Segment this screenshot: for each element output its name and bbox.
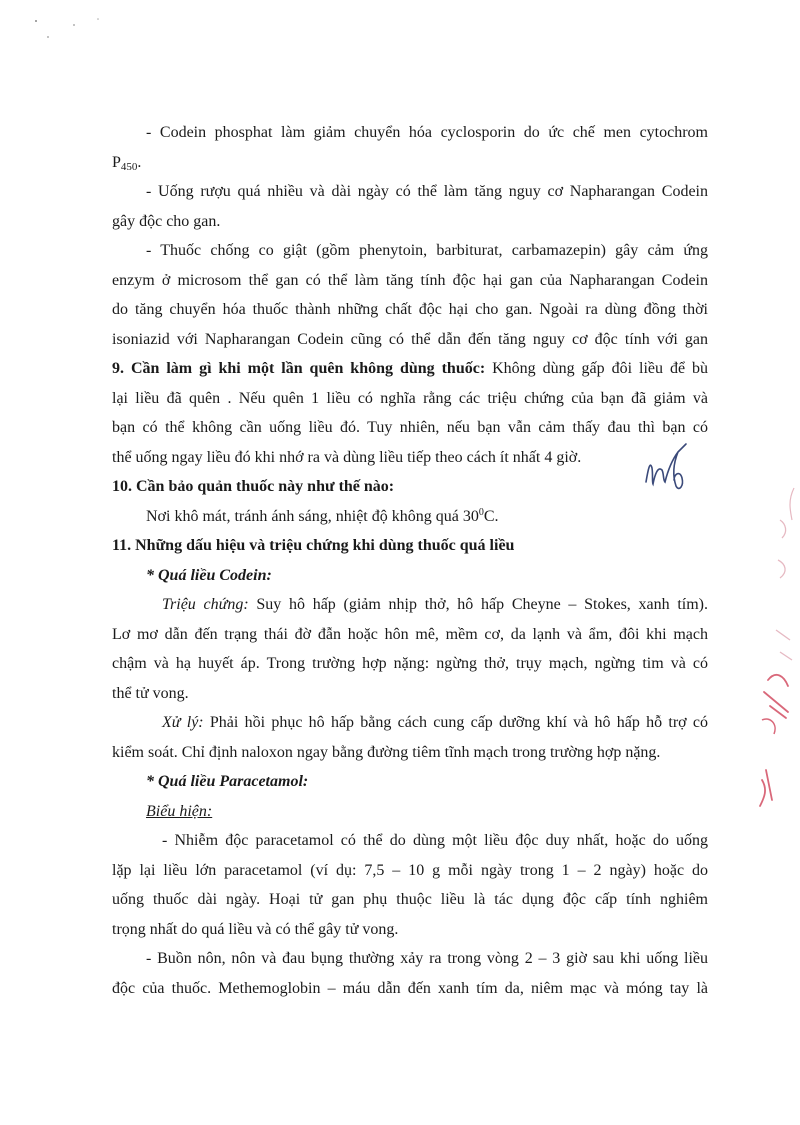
paracetamol-overdose-title: * Quá liều Paracetamol:	[146, 773, 309, 790]
xu-ly-line-1: Xử lý: Phải hồi phục hô hấp bằng cách cung cấp dưỡng khí và hô hấp hỗ trợ có	[162, 714, 709, 731]
trieu-chung-line-1: Triệu chứng: Suy hô hấp (giảm nhịp thở, hô hấp Cheyne – Stokes, xanh tím).	[162, 596, 708, 613]
xu-ly-label: Xử lý:	[162, 714, 204, 731]
paragraph-chong-co-giat-1: - Thuốc chống co giật (gồm phenytoin, barbiturat, carbamazepin) gây cảm ứng	[146, 242, 708, 259]
bieu-hien-label: Biểu hiện:	[146, 802, 213, 820]
trieu-chung-line-4: thể tử vong.	[112, 684, 189, 702]
scan-specks	[30, 15, 110, 55]
buon-non-line-2: độc của thuốc. Methemoglobin – máu dẫn đến xanh tím da, niêm mạc và móng tay là	[112, 979, 708, 997]
document-body	[112, 118, 708, 1003]
section-9-line-2: lại liều đã quên . Nếu quên 1 liều có nghĩa rằng các triệu chứng của bạn đã giảm và	[112, 389, 708, 407]
trieu-chung-label: Triệu chứng:	[162, 596, 249, 613]
section-10-heading: 10. Cần bảo quản thuốc này như thế nào:	[112, 478, 395, 495]
section-9-line-1: 9. Cần làm gì khi một lần quên không dùng thuốc: Không dùng gấp đôi liều để bù	[112, 360, 708, 377]
bieu-hien-line	[112, 797, 708, 827]
paragraph-ruou-line-2: gây độc cho gan.	[112, 212, 221, 230]
codein-overdose-title: * Quá liều Codein:	[146, 566, 272, 584]
nhiem-doc-line-1: - Nhiễm độc paracetamol có thể do dùng một liều độc duy nhất, hoặc do uống	[162, 832, 708, 849]
degree-superscript: 0	[478, 506, 484, 518]
section-11-heading: 11. Những dấu hiệu và triệu chứng khi dùng thuốc quá liều	[112, 537, 515, 554]
nhiem-doc-line-2: lặp lại liều lớn paracetamol (ví dụ: 7,5 – 10 g mỗi ngày trong 1 – 2 ngày) hoặc do	[112, 861, 708, 879]
stamp-fragment	[758, 480, 800, 830]
paragraph-chong-co-giat-2: enzym ở microsom thể gan có thể làm tăng tính độc hại gan của Napharangan Codein	[112, 271, 708, 289]
paragraph-chong-co-giat-3: do tăng chuyển hóa thuốc thành những chất độc hại cho gan. Ngoài ra dùng đồng thời	[112, 301, 708, 318]
paragraph-cytochrom-p450: $P_{450}$.	[112, 153, 142, 173]
xu-ly-line-2: kiểm soát. Chỉ định naloxon ngay bằng đường tiêm tĩnh mạch trong trường hợp nặng.	[112, 743, 661, 761]
nhiem-doc-line-4: trọng nhất do quá liều và có thể gây tử vong.	[112, 920, 399, 938]
paragraph-chong-co-giat-4: isoniazid với Napharangan Codein cũng có thể dẫn đến tăng nguy cơ độc tính với gan	[112, 330, 708, 348]
paragraph-ruou-line-1: - Uống rượu quá nhiều và dài ngày có thể làm tăng nguy cơ Napharangan Codein	[146, 183, 708, 200]
section-10-text: Nơi khô mát, tránh ánh sáng, nhiệt độ không quá $30^0C$.	[146, 506, 499, 525]
trieu-chung-line-3: chậm và hạ huyết áp. Trong trường hợp nặng: ngừng thở, trụy mạch, ngừng tim và có	[112, 655, 708, 672]
section-9-line-3: bạn có thể không cần uống liều đó. Tuy nhiên, nếu bạn vẫn cảm thấy đau thì bạn có	[112, 419, 708, 436]
subscript-450: 450	[120, 160, 138, 173]
paragraph-codein-phosphat: - Codein phosphat làm giảm chuyển hóa cyclosporin do ức chế men cytochrom	[146, 124, 708, 141]
section-9-line-4: thể uống ngay liều đó khi nhớ ra và dùng liều tiếp theo cách ít nhất 4 giờ.	[112, 448, 582, 466]
section-9-heading: 9. Cần làm gì khi một lần quên không dùng thuốc:	[112, 360, 486, 377]
nhiem-doc-line-3: uống thuốc dài ngày. Hoại tử gan phụ thuộc liều là tác dụng độc cấp tính nghiêm	[112, 891, 708, 908]
trieu-chung-line-2: Lơ mơ dẫn đến trạng thái đờ đẫn hoặc hôn mê, mềm cơ, da lạnh và ẩm, đôi khi mạch	[112, 625, 708, 643]
buon-non-line-1: - Buồn nôn, nôn và đau bụng thường xảy ra trong vòng 2 – 3 giờ sau khi uống liều	[146, 950, 708, 967]
signature-initials	[638, 440, 698, 500]
